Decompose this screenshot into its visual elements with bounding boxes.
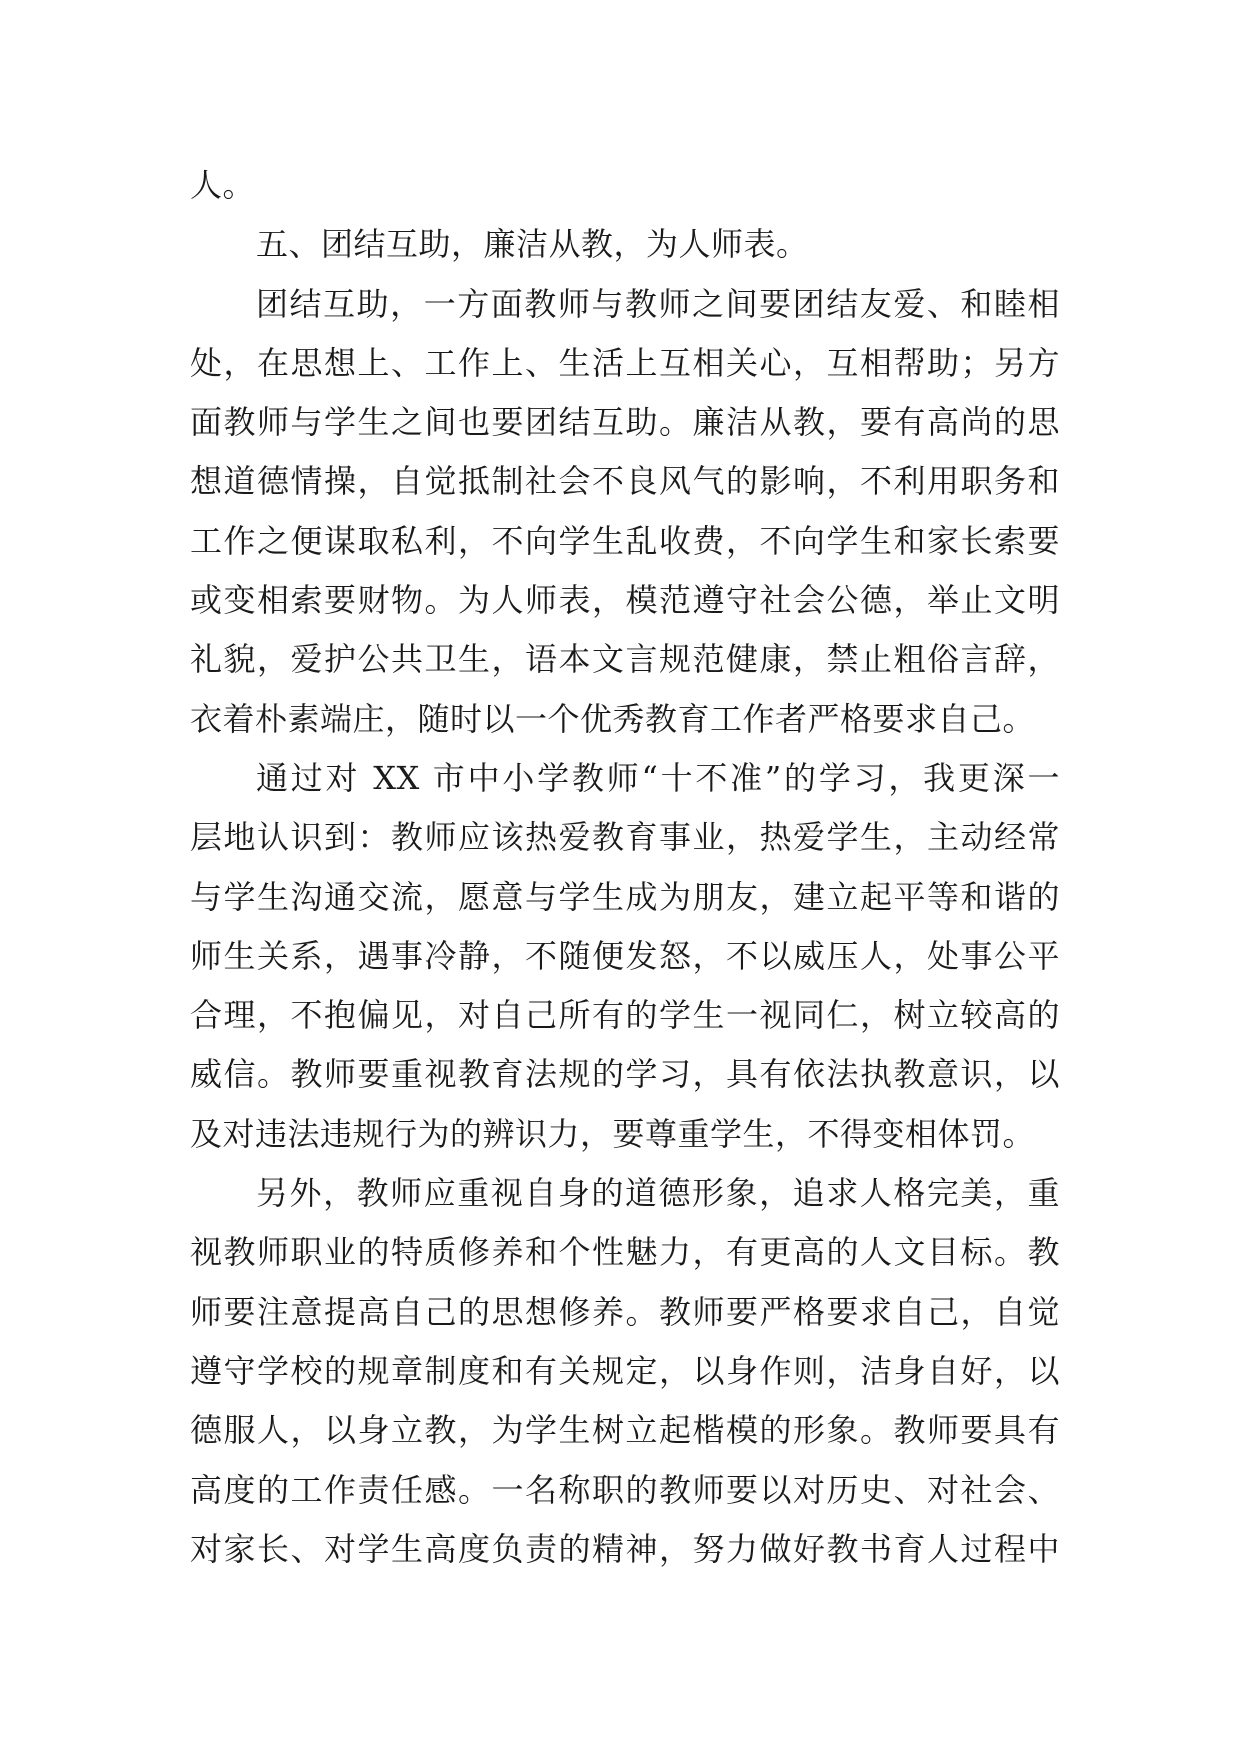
text-line: 面教师与学生之间也要团结互助。廉洁从教，要有高尚的思 (190, 403, 1060, 442)
text-line: 对家长、对学生高度负责的精神，努力做好教书育人过程中 (190, 1529, 1060, 1568)
text-line: 师生关系，遇事冷静，不随便发怒，不以威压人，处事公平 (190, 936, 1060, 975)
text-line: 德服人，以身立教，为学生树立起楷模的形象。教师要具有 (190, 1411, 1060, 1450)
text-line: 或变相索要财物。为人师表，模范遵守社会公德，举止文明 (190, 581, 1060, 620)
paragraph-first-line: 五、团结互助，廉洁从教，为人师表。 (256, 225, 809, 264)
text-line: 衣着朴素端庄，随时以一个优秀教育工作者严格要求自己。 (190, 699, 1036, 738)
document-body (190, 156, 1060, 1579)
text-line: 师要注意提高自己的思想修养。教师要严格要求自己，自觉 (190, 1292, 1060, 1331)
text-line: 与学生沟通交流，愿意与学生成为朋友，建立起平等和谐的 (190, 877, 1060, 916)
text-line: 想道德情操，自觉抵制社会不良风气的影响，不利用职务和 (190, 462, 1060, 501)
text-line: 礼貌，爱护公共卫生，语本文言规范健康，禁止粗俗言辞， (190, 640, 1060, 679)
text-line: 及对违法违规行为的辨识力，要尊重学生，不得变相体罚。 (190, 1114, 1036, 1153)
text-line: 威信。教师要重视教育法规的学习，具有依法执教意识，以 (190, 1055, 1060, 1094)
text-line: 视教师职业的特质修养和个性魅力，有更高的人文目标。教 (190, 1233, 1060, 1272)
text-line: 合理，不抱偏见，对自己所有的学生一视同仁，树立较高的 (190, 996, 1060, 1035)
text-line: 处，在思想上、工作上、生活上互相关心，互相帮助；另方 (190, 343, 1060, 382)
paragraph-first-line: 通过对 XX 市中小学教师“十不准”的学习，我更深一 (256, 758, 1060, 797)
text-line: 层地认识到：教师应该热爱教育事业，热爱学生，主动经常 (190, 818, 1060, 857)
text-line: 工作之便谋取私利，不向学生乱收费，不向学生和家长索要 (190, 521, 1060, 560)
text-line: 遵守学校的规章制度和有关规定，以身作则，洁身自好，以 (190, 1351, 1060, 1390)
text-line: 人。 (190, 166, 256, 204)
paragraph-first-line: 另外，教师应重视自身的道德形象，追求人格完美，重 (256, 1174, 1060, 1213)
text-line: 高度的工作责任感。一名称职的教师要以对历史、对社会、 (190, 1470, 1060, 1509)
paragraph-first-line: 团结互助，一方面教师与教师之间要团结友爱、和睦相 (256, 284, 1060, 323)
